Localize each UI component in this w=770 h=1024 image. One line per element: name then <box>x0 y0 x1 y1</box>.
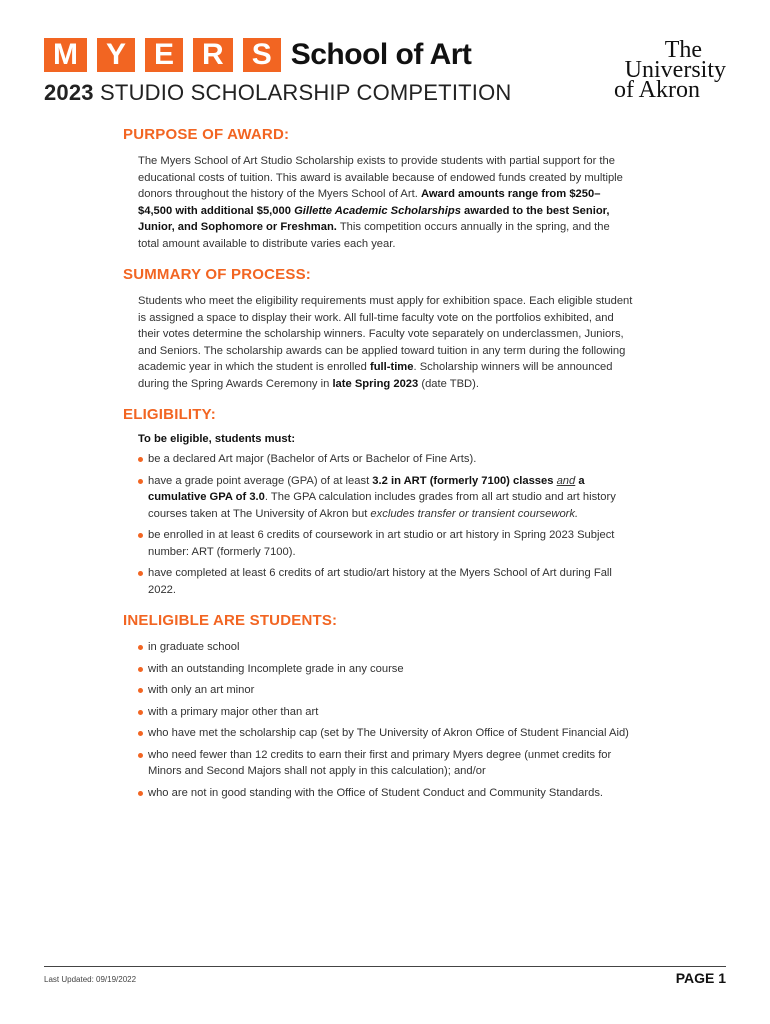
ua-logo-line-1: The <box>664 37 702 63</box>
myers-logo <box>44 38 511 72</box>
myers-letter-y: Y <box>97 38 135 72</box>
myers-letter-e: E <box>145 38 183 72</box>
list-item <box>138 704 633 721</box>
myers-letter-s: S <box>243 38 281 72</box>
eligibility-item-4: have completed at least 6 credits of art studio/art history at the Myers School of Art during Fall 2022. <box>148 567 612 596</box>
list-item <box>138 639 633 656</box>
bullet-icon <box>138 533 143 538</box>
bullet-icon <box>138 571 143 576</box>
process-bold-1: full-time <box>369 361 414 373</box>
ineligible-heading: INELIGIBLE ARE STUDENTS: <box>123 612 338 629</box>
purpose-bold-italic: Gillette Academic Scholarships <box>294 204 461 217</box>
list-item <box>138 682 633 699</box>
ineligible-item-5: who have met the scholarship cap (set by The University of Akron Office of Student Financial Aid) <box>148 727 629 739</box>
school-name: School of Art <box>290 38 472 71</box>
bullet-icon <box>138 457 143 462</box>
list-item <box>138 725 633 742</box>
bullet-icon <box>138 645 143 650</box>
list-item <box>138 785 633 802</box>
eligibility-item-2b: 3.2 in ART (formerly 7100) classes <box>372 474 554 487</box>
bullet-icon <box>138 731 143 736</box>
list-item <box>138 451 633 468</box>
eligibility-item-1: be a declared Art major (Bachelor of Arts or Bachelor of Fine Arts). <box>148 453 477 465</box>
eligibility-intro: To be eligible, students must: <box>138 433 296 445</box>
list-item <box>138 747 633 780</box>
title-text: STUDIO SCHOLARSHIP COMPETITION <box>93 80 512 105</box>
list-item <box>138 661 633 678</box>
ineligible-item-4: with a primary major other than art <box>148 705 319 718</box>
myers-letter-m: M <box>44 38 87 72</box>
list-item <box>138 473 633 523</box>
university-of-akron-logo <box>608 37 726 103</box>
bullet-icon <box>138 688 143 693</box>
eligibility-section <box>123 406 633 598</box>
purpose-heading: PURPOSE OF AWARD: <box>123 126 290 143</box>
last-updated: Last Updated: 09/19/2022 <box>44 975 137 984</box>
eligibility-item-2a: have a grade point average (GPA) of at least <box>148 474 373 487</box>
eligibility-item-2c: and <box>556 474 576 487</box>
page-title <box>44 80 511 106</box>
bullet-icon <box>138 479 143 484</box>
ineligible-item-2: with an outstanding Incomplete grade in any course <box>148 662 404 675</box>
footer-divider <box>44 966 726 967</box>
eligibility-heading: ELIGIBILITY: <box>123 406 216 423</box>
ineligible-list <box>138 639 633 801</box>
ua-logo-line-2: University <box>624 57 726 83</box>
purpose-section <box>123 126 633 252</box>
process-bold-2: late Spring 2023 <box>332 377 419 390</box>
list-item <box>138 527 633 560</box>
ineligible-item-1: in graduate school <box>148 641 240 653</box>
ineligible-section <box>123 612 633 801</box>
ineligible-item-6: who need fewer than 12 credits to earn their first and primary Myers degree (unmet credits for Minors and Second Majors shall not apply in this calculation); and/or <box>148 748 612 777</box>
myers-letter-r: R <box>193 38 233 72</box>
ua-logo-line-3: of Akron <box>614 77 700 103</box>
process-text-3: (date TBD). <box>418 377 479 390</box>
process-text-1: Students who meet the eligibility requirements must apply for exhibition space. Each eligible student is assigned a space to display their work. All full-time faculty vote on the portfolios exhibited, and their votes determine the scholarship winners. Faculty vote separately on underclassmen, Juniors, and Seniors. The scholarship awards can be applied toward tuition in any term during the following academic year in which the student is enrolled <box>138 295 633 373</box>
document-header <box>44 38 511 106</box>
bullet-icon <box>138 667 143 672</box>
title-year: 2023 <box>44 80 94 105</box>
process-paragraph <box>138 293 633 392</box>
purpose-bold-2: awarded to the best Senior, Junior, and Sophomore or Freshman. <box>138 204 610 233</box>
purpose-bold-1: Award amounts range from $250–$4,500 with additional $5,000 <box>138 188 601 217</box>
eligibility-item-2f: excludes transfer or transient coursework. <box>370 507 579 520</box>
myers-wordmark <box>44 38 281 72</box>
bullet-icon <box>138 710 143 715</box>
purpose-text-1: The Myers School of Art Studio Scholarship exists to provide students with partial support for the educational costs of tuition. This award is available because of endowed funds created by multiple donors throughout the history of the Myers School of Art. <box>138 155 623 200</box>
bullet-icon <box>138 791 143 796</box>
page-number: PAGE 1 <box>675 970 726 986</box>
ineligible-item-3: with only an art minor <box>148 684 255 696</box>
document-body <box>123 126 633 815</box>
eligibility-list <box>138 451 633 598</box>
process-heading: SUMMARY OF PROCESS: <box>123 266 311 283</box>
ineligible-item-7: who are not in good standing with the Office of Student Conduct and Community Standards. <box>148 786 604 799</box>
bullet-icon <box>138 753 143 758</box>
purpose-paragraph <box>138 153 633 252</box>
eligibility-item-2e: . The GPA calculation includes grades from all art studio and art history courses taken at The University of Akron but <box>148 491 616 520</box>
eligibility-item-3: be enrolled in at least 6 credits of coursework in art studio or art history in Spring 2023 Subject number: ART (formerly 7100). <box>148 529 615 558</box>
process-section <box>123 266 633 392</box>
list-item <box>138 565 633 598</box>
purpose-text-2: This competition occurs annually in the spring, and the total amount available to distribute varies each year. <box>138 221 610 250</box>
eligibility-item-2d: a cumulative GPA of 3.0 <box>148 474 585 503</box>
process-text-2: . Scholarship winners will be announced during the Spring Awards Ceremony in <box>138 361 613 390</box>
